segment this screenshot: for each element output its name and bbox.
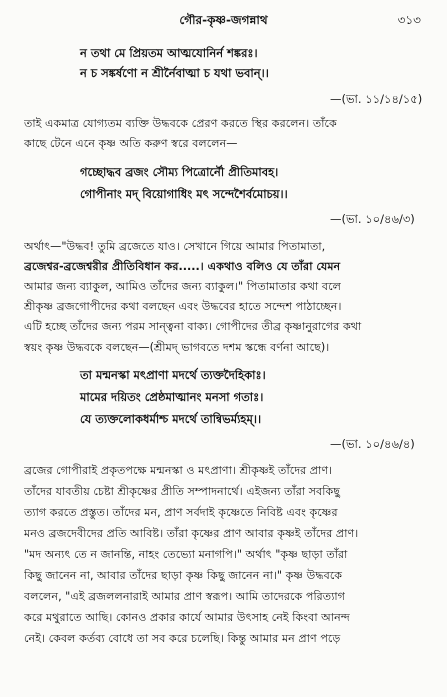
verse-3-line-1: তা মন্মনস্কা মৎপ্রাণা মদর্থে ত্যক্তদৈহিকাঃ। bbox=[80, 368, 266, 382]
para-3-line-8: করে মথুরাতে আছি। কোনও প্রকার কার্যে আমার উৎসাহ নেই কিংবা আনন্দ bbox=[24, 611, 350, 624]
para-2-line-2: ব্রজেশ্বর-ব্রজেশ্বরীর প্রীতিবিধান কর.....। একথাও বলিও যে তাঁরা যেমন bbox=[24, 260, 341, 273]
para-2-line-4: শ্রীকৃষ্ণ ব্রজগোপীদের কথা বলছেন এবং উদ্ধবের হাতে সন্দেশ পাঠাচ্ছেন। bbox=[24, 300, 342, 313]
verse-2-line-2: গোপীনাং মদ্ বিয়োগাধিং মৎ সন্দেশৈর্বমোচয়।। bbox=[80, 187, 288, 201]
verse-3-line-2: মামের দয়িতং প্রেষ্ঠমাত্মানং মনসা গতাঃ। bbox=[80, 390, 264, 404]
para-2-line-1: অর্থাৎ—"উদ্ধব! তুমি ব্রজেতে যাও। সেখানে গিয়ে আমার পিতামাতা, bbox=[24, 240, 326, 253]
verse-2-line-1: গচ্ছোদ্ধব ব্রজং সৌম্য পিত্রোর্নৌ প্রীতিমাবহ। bbox=[80, 165, 279, 179]
verse-3-line-3: যে ত্যক্তলোকধর্মাশ্চ মদর্থে তান্বিভর্ম্যহম্।। bbox=[80, 412, 262, 426]
running-title: গৌর-কৃষ্ণ-জগন্নাথ bbox=[179, 13, 268, 27]
para-2-line-3: আমার জন্য ব্যাকুল, আমিও তাঁদের জন্য ব্যাকুল।" পিতামাতার কথা বলে bbox=[24, 280, 341, 293]
para-1-line-2: কাছে টেনে এনে কৃষ্ণ অতি করুণ স্বরে বললেন— bbox=[24, 137, 238, 150]
page-number: ৩১৩ bbox=[397, 13, 421, 27]
para-3-line-6: কিছু জানেন না, আবার তাঁদের ছাড়া কৃষ্ণ কিছু জানেন না।" কৃষ্ণ উদ্ধবকে bbox=[24, 569, 343, 582]
verse-2-reference: —(ভা. ১০/৪৬/৩) bbox=[330, 212, 415, 226]
para-3-line-1: ব্রজের গোপীরাই প্রকৃতপক্ষে মন্মনস্কা ও মৎপ্রাণা। শ্রীকৃষ্ণই তাঁদের প্রাণ। bbox=[24, 464, 333, 477]
verse-1-reference: —(ভা. ১১/১৪/১৫) bbox=[330, 92, 423, 106]
para-2-line-5: এটি হচ্ছে তাঁদের জন্য পরম সান্ত্বনা বাক্য। গোপীদের তীব্র কৃষ্ণানুরাগের কথা bbox=[24, 320, 362, 333]
para-3-line-2: তাঁদের যাবতীয় চেষ্টা শ্রীকৃষ্ণের প্রীতি সম্পাদনার্থে। এইজন্য তাঁরা সবকিছু bbox=[24, 485, 341, 498]
para-3-line-5: "মদ অন্যৎ তে ন জানন্তি, নাহং তেভ্যো মনাগপি।" অর্থাৎ "কৃষ্ণ ছাড়া তাঁরা bbox=[24, 548, 348, 561]
verse-1-line-2: ন চ সঙ্কর্ষণো ন শ্রীর্নৈবাত্মা চ যথা ভবান্।। bbox=[80, 66, 269, 80]
para-3-line-7: বললেন, "এই ব্রজললনারাই আমার প্রাণ স্বরূপ। আমি তাদেরকে পরিত্যাগ bbox=[24, 590, 346, 603]
para-3-line-3: ত্যাগ করতে প্রস্তুত। তাঁদের মন, প্রাণ সর্বদাই কৃষ্ণেতে নিবিষ্ট এবং কৃষ্ণের bbox=[24, 506, 338, 519]
para-2-line-6: স্বয়ং কৃষ্ণ উদ্ধবকে বলছেন—(শ্রীমদ্ ভাগবতে দশম স্কন্ধে বর্ণনা আছে)। bbox=[24, 341, 330, 354]
page-header bbox=[0, 10, 447, 30]
para-1-line-1: তাই একমাত্র যোগ্যতম ব্যক্তি উদ্ধবকে প্রেরণ করতে স্থির করলেন। তাঁকে bbox=[24, 117, 337, 130]
para-3-line-9: নেই। কেবল কর্তব্য বোধে তা সব করে চলেছি। কিন্তু আমার মন প্রাণ পড়ে bbox=[24, 632, 341, 645]
para-3-line-4: মনও ব্রজদেবীদের প্রতি আবিষ্ট। তাঁরা কৃষ্ণের প্রাণ আবার কৃষ্ণই তাঁদের প্রাণ। bbox=[24, 527, 359, 540]
verse-3-reference: —(ভা. ১০/৪৬/৪) bbox=[330, 437, 415, 451]
verse-1-line-1: ন তথা মে প্রিয়তম আত্মযোনির্ন শঙ্করঃ। bbox=[80, 46, 258, 60]
